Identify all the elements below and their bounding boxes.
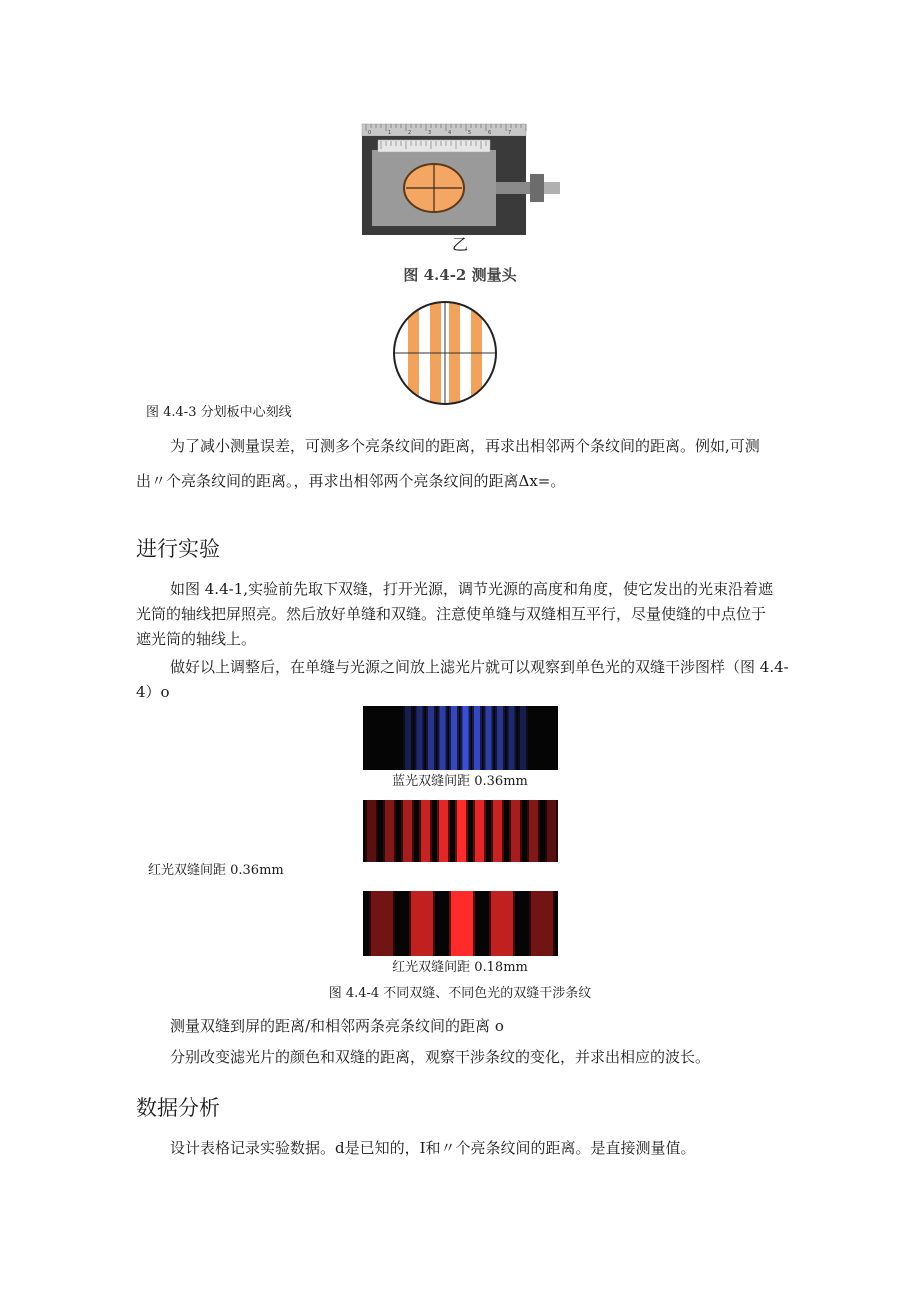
ruler-tick-label: 3 bbox=[428, 130, 432, 136]
blue-fringe-pattern bbox=[363, 706, 558, 770]
blue-fringe-caption: 蓝光双缝间距 0.36mm bbox=[392, 774, 528, 789]
ruler-tick-label: 2 bbox=[408, 130, 412, 136]
experiment-p1-line-1: 如图 4.4-1,实验前先取下双缝，打开光源，调节光源的高度和角度，使它发出的光束沿着遮 bbox=[170, 580, 774, 598]
red-fringe-pattern-018 bbox=[363, 891, 558, 956]
intro-line-1: 为了减小测量误差，可测多个亮条纹间的距离，再求出相邻两个条纹间的距离。例如,可测 bbox=[170, 437, 760, 455]
experiment-p1-line-3: 遮光筒的轴线上。 bbox=[136, 630, 257, 648]
experiment-p1-line-2: 光筒的轴线把屏照亮。然后放好单缝和双缝。注意使单缝与双缝相互平行，尽量使缝的中点位于 bbox=[136, 605, 767, 623]
figure-442-caption: 图 4.4-2 测量头 bbox=[403, 266, 517, 284]
ruler-tick-label: 4 bbox=[448, 130, 452, 136]
ruler-tick-label: 7 bbox=[508, 130, 512, 136]
red-fringe-caption-036: 红光双缝间距 0.36mm bbox=[148, 863, 284, 878]
section-heading-analysis: 数据分析 bbox=[136, 1096, 220, 1120]
figure-444-caption: 图 4.4-4 不同双缝、不同色光的双缝干涉条纹 bbox=[328, 986, 592, 1001]
experiment-p2-line-2: 4）o bbox=[136, 683, 170, 701]
analysis-line-1: 设计表格记录实验数据。d是已知的，I和〃个亮条纹间的距离。是直接测量值。 bbox=[170, 1139, 696, 1157]
experiment-p2-line-1: 做好以上调整后，在单缝与光源之间放上滤光片就可以观察到单色光的双缝干涉图样（图 4.4- bbox=[170, 658, 789, 676]
after-figure-line-1: 测量双缝到屏的距离/和相邻两条亮条纹间的距离 o bbox=[170, 1017, 504, 1035]
intro-line-2: 出〃个亮条纹间的距离。，再求出相邻两个亮条纹间的距离Δx=。 bbox=[136, 472, 566, 490]
section-heading-experiment: 进行实验 bbox=[136, 537, 220, 561]
ruler-tick-label: 1 bbox=[388, 130, 392, 136]
figure-442-sublabel: 乙 bbox=[451, 235, 468, 254]
after-figure-line-2: 分别改变滤光片的颜色和双缝的距离，观察干涉条纹的变化，并求出相应的波长。 bbox=[170, 1048, 711, 1066]
ruler-tick-label: 0 bbox=[368, 130, 372, 136]
red-fringe-pattern-036 bbox=[363, 800, 558, 862]
measuring-head-figure bbox=[358, 122, 563, 237]
ruler-tick-label: 5 bbox=[468, 130, 472, 136]
reticle-figure bbox=[392, 300, 498, 406]
red-fringe-caption-018: 红光双缝间距 0.18mm bbox=[392, 960, 528, 975]
figure-443-caption: 图 4.4-3 分划板中心刻线 bbox=[146, 405, 292, 420]
ruler-tick-label: 6 bbox=[488, 130, 492, 136]
